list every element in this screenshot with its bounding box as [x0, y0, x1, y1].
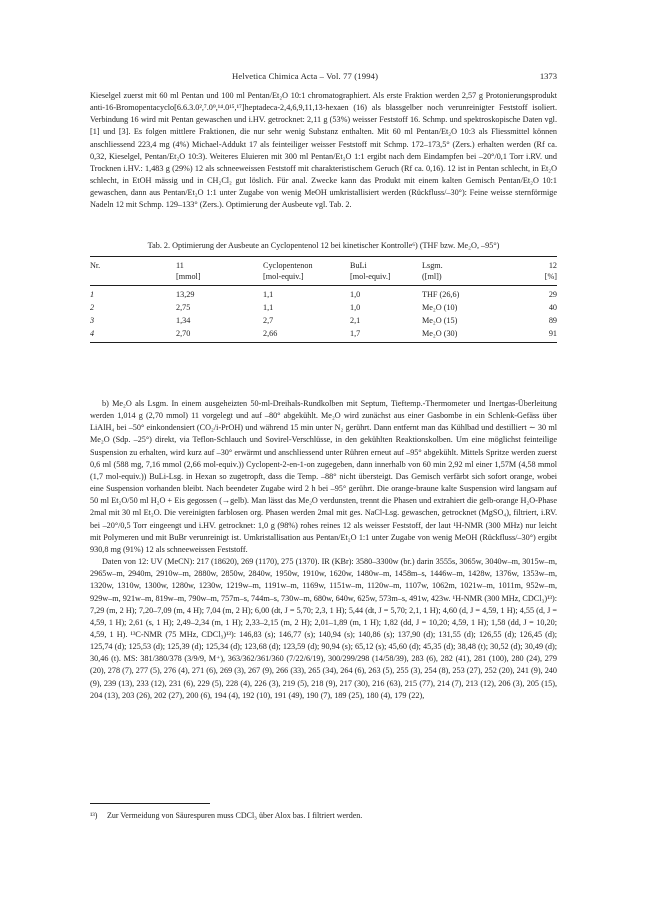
paragraph-procedure-text: b) Me₂O als Lsgm. In einem ausgeheizten 50-ml-Dreihals-Rundkolben mit Septum, Tieftemp.-Thermometer und Inertgas-Überleitung werden 1,014 g (2,70 mmol) 11 vorgelegt und auf –80° abgekühlt. Me₂O wird zunächst aus einer Gasbombe in ein Schlenk-Gefäss über LiAlH₄ bei –50° einkondensiert (CO₂/i-PrOH) und während 15 min unter N₂ gerührt. Dann entfernt man das Kühlbad und destilliert ∼ 30 ml Me₂O (Sdp. –25°) direkt, via Teflon-Schlauch und Sovirel-Verschlüsse, in den gekühlten Reaktionskolben. Um eine möglichst feinteilige Suspension zu erhalten, wird kurz auf –30° erwärmt und anschliessend unter Rühren erneut auf –95° abgekühlt. Mittels Spritze werden zuerst 0,6 ml (588 mg, 7,16 mmol (2,66 mol-equiv.)) Cyclopent-2-en-1-on zugegeben, dann innerhalb von 60 min 2,92 ml einer 1,57M (4,58 mmol (1,7 mol-equiv.)) BuLi-Lsg. in Hexan so zugetropft, dass die Temp. –88° nicht übersteigt. Das Gemisch verfärbt sich sofort orange, wobei eine Suspension vorhanden bleibt. Nach beendeter Zugabe wird 2 h bei –95° gerührt. Die orange-braune kalte Suspension wird langsam auf 50 ml Et₂O/50 ml H₂O + Eis gegossen (→gelb). Man lässt das Me₂O verdunsten, trennt die Phasen und extrahiert die gelb-orange H₂O-Phase 2mal mit 30 ml Et₂O. Die vereinigten farblosen org. Phasen werden 2mal mit ges. NaCl-Lsg. gewaschen, getrocknet (MgSO₄), filtriert, i.RV. bei –20°/0,5 Torr eingeengt und i.HV. getrocknet: 1,0 g (98%) rohes reines 12 als weisser Feststoff, der laut ¹H-NMR (300 MHz) nur leicht mit Polymeren und mit BuBr verunreinigt ist. Umkristallisation aus Pentan/Et₂O 1:1 unter Zugabe von wenig MeOH (Rückfluss/–30°) ergibt 930,8 mg (91%) 12 als schneeweissen Feststoff. — [90, 399, 557, 554]
table-cell: 1,0 — [350, 290, 361, 299]
table-cell: 1,1 — [263, 290, 274, 299]
table-cell: 1,34 — [176, 316, 191, 325]
table-cell: 29 — [548, 290, 557, 299]
table-row — [90, 301, 557, 314]
header-cell-nr: Nr. — [90, 261, 101, 270]
table-cell: THF (26,6) — [422, 290, 460, 299]
table-cell: 3 — [90, 316, 95, 325]
header-cell-buli: BuLi [mol-equiv.] — [350, 261, 391, 281]
table-row — [90, 286, 557, 302]
table-cell: 2,1 — [350, 316, 361, 325]
table-cell: 2 — [90, 303, 95, 312]
header-cell-lsgm: Lsgm. ([ml]) — [422, 261, 443, 281]
table-row — [90, 314, 557, 327]
footnote-marker: ¹³) — [90, 811, 98, 820]
table-body — [90, 286, 557, 343]
table-header-row — [90, 257, 557, 286]
table-cell: 13,29 — [176, 290, 195, 299]
running-header — [90, 71, 557, 83]
footnote — [90, 810, 557, 821]
table-row — [90, 327, 557, 343]
footnote-text: Zur Vermeidung von Säurespuren muss CDCl₃ über Alox bas. I filtriert werden. — [107, 811, 363, 820]
journal-title: Helvetica Chimica Acta – Vol. 77 (1994) — [232, 71, 379, 81]
table-caption: Tab. 2. Optimierung der Ausbeute an Cyclopentenol 12 bei kinetischer Kontrolle⁶) (THF bzw. Me₂O, –95°) — [147, 241, 500, 250]
table-cell: 2,7 — [263, 316, 274, 325]
table-cell: Me₂O (10) — [422, 303, 458, 312]
table-cell: Me₂O (30) — [422, 329, 458, 338]
table-cell: 2,70 — [176, 329, 191, 338]
table-cell: 89 — [548, 316, 557, 325]
header-cell-11: 11 [mmol] — [176, 261, 201, 281]
paragraph-procedure-me2o — [90, 398, 557, 702]
table-cell: 2,66 — [263, 329, 278, 338]
header-cell-cyclopentenon: Cyclopentenon [mol-equiv.] — [263, 261, 313, 281]
table-cell: 1,0 — [350, 303, 361, 312]
optimization-table — [90, 256, 557, 343]
table-cell: 1 — [90, 290, 95, 299]
paragraph-spectral-data: Daten von 12: UV (MeCN): 217 (18620), 269 (1170), 275 (1370). IR (KBr): 3580–3300w (br.) darin 3555s, 3065w, 3040w–m, 3015w–m, 2965w–m, 2940m, 2910w–m, 2880w, 2850w, 2840w, 1950w, 1910w, 1620w, 1480w–m, 1458m–s, 1446w–m, 1428w, 1376w, 1353w–m, 1320w, 1310w, 1300w, 1280w, 1230w, 1219w–m, 1191w–m, 1169w, 1151w–m, 1120w–m, 1107w, 1062m, 1021w–m, 1011m, 952w–m, 929w–m, 921w–m, 819w–m, 790w–m, 757m–s, 744m–s, 730w–m, 680w, 640w, 625w, 573m–s, 491w, 423w. ¹H-NMR (300 MHz, CDCl₃)¹³): 7,29 (m, 2 H); 7,20–7,09 (m, 4 H); 7,04 (m, 2 H); 6,00 (dt, J = 5,70; 2,3, 1 H); 5,44 (dt, J = 5,70; 2,1, 1 H); 4,60 (d, J = 4,59, 1 H); 4,55 (d, J = 4,59, 1 H); 2,61 (s, 1 H); 2,49–2,34 (m, 1 H); 2,33–2,15 (m, 2 H); 2,01–1,89 (m, 1 H); 1,82 (dd, J = 10,20; 4,59, 1 H); 1,58 (dd, J = 10,20; 4,59, 1 H). ¹³C-NMR (75 MHz, CDCl₃)¹³): 146,83 (s); 146,77 (s); 140,94 (s); 140,86 (s); 137,90 (d); 131,55 (d); 126,55 (d); 126,45 (d); 125,74 (d); 125,53 (d); 125,39 (d); 125,34 (d); 123,68 (d); 123,59 (d); 90,94 (s); 65,12 (s); 45,60 (d); 45,35 (d); 38,48 (t); 30,52 (d); 30,49 (d); 30,46 (t). MS: 381/380/378 (3/9/9, M⁺), 363/362/361/360 (7/22/6/19), 300/299/298 (14/58/39), 283 (6), 282 (41), 281 (100), 280 (24), 279 (20), 278 (7), 277 (5), 276 (4), 271 (6), 269 (3), 267 (9), 266 (33), 265 (34), 264 (6), 263 (5), 255 (3), 254 (8), 253 (27), 252 (20), 241 (9), 240 (9), 239 (13), 233 (12), 231 (6), 229 (5), 228 (4), 226 (3), 219 (5), 218 (9), 217 (30), 216 (63), 215 (77), 214 (7), 213 (12), 206 (3), 205 (15), 204 (13), 203 (26), 202 (27), 200 (6), 194 (4), 192 (10), 191 (49), 190 (7), 189 (25), 180 (4), 179 (22), — [90, 557, 557, 700]
header-cell-12: 12 [%] — [544, 261, 557, 281]
table-cell: Me₂O (15) — [422, 316, 458, 325]
paragraph-chromatography: Kieselgel zuerst mit 60 ml Pentan und 100 ml Pentan/Et₂O 10:1 chromatographiert. Als erste Fraktion werden 2,57 g Protonierungsprodukt anti-16-Bromopentacyclo[6.6.3.0²,⁷.0⁹,¹⁴.0¹⁵,¹⁷]heptadeca-2,4,6,9,11,13-hexaen (16) als blassgelber noch verunreinigter Feststoff isoliert. Verbindung 16 wird mit Pentan gewaschen und i.HV. getrocknet: 2,11 g (53%) weisser Feststoff 16. Schmp. und spektroskopische Daten vgl. [1] und [3]. Es folgen mittlere Fraktionen, die nur sehr wenig Substanz enthalten. Mit 60 ml Pentan/Et₂O 10:3 als Fliessmittel können anschliessend 223,4 mg (4%) Michael-Addukt 17 als feinteiliger weisser Feststoff mit Schmp. 172–173,5° (Zers.) erhalten werden (Rf ca. 0,32, Kieselgel, Pentan/Et₂O 10:3). Weiteres Eluieren mit 300 ml Pentan/Et₂O 1:1 ergibt nach dem Eindampfen bei –20°/0,1 Torr i.RV. und Trocknen i.HV.: 1,483 g (29%) 12 als schneeweissen Feststoff mit charakteristischem Geruch (Rf ca. 0,16). 12 ist in Pentan schlecht, in Et₂O schlecht, in EtOH mässig und in CH₂Cl₂ gut löslich. Für anal. Zwecke kann das Produkt mit einem kalten Gemisch Pentan/Et₂O 10:1 gewaschen, dann aus Pentan/Et₂O 1:1 unter Zugabe von wenig MeOH umkristallisiert werden (Rückfluss/–30°): Feine weisse sternförmige Nadeln 12 mit Schmp. 129–133° (Zers.). Optimierung der Ausbeute vgl. Tab. 2. — [90, 91, 557, 210]
table-cell: 4 — [90, 329, 95, 338]
table-cell: 1,1 — [263, 303, 274, 312]
table-cell: 40 — [548, 303, 557, 312]
table-cell: 91 — [548, 329, 557, 338]
table-cell: 1,7 — [350, 329, 361, 338]
page-number: 1373 — [539, 71, 557, 81]
footnote-divider — [90, 803, 210, 804]
table-cell: 2,75 — [176, 303, 191, 312]
